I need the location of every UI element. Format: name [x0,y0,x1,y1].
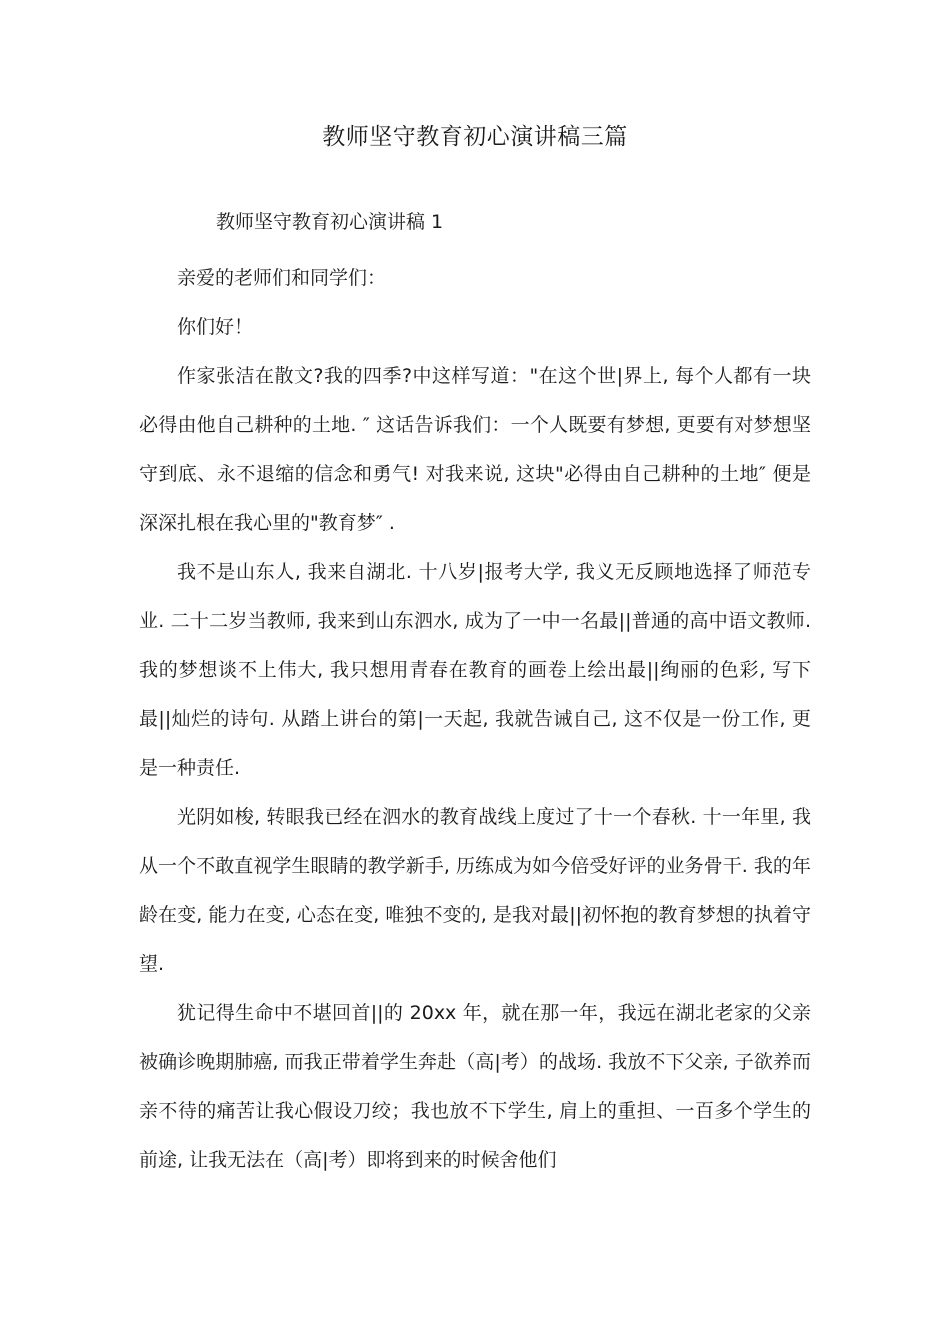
document-body [139,254,811,1185]
body-paragraph: 犹记得生命中不堪回首||的 20xx 年，就在那一年，我远在湖北老家的父亲被确诊晚期肺癌, 而我正带着学生奔赴（高|考）的战场. 我放不下父亲, 子欲养而亲不待的痛苦让我心假设刀绞；我也放不下学生, 肩上的重担、一百多个学生的前途, 让我无法在（高|考）即将到来的时候舍他们 [139,1002,811,1171]
body-paragraph: 作家张洁在散文?我的四季?中这样写道："在这个世|界上, 每个人都有一块必得由他自己耕种的土地. ″ 这话告诉我们：一个人既要有梦想, 更要有对梦想坚守到底、永不退缩的信念和勇气! 对我来说, 这块"必得由自己耕种的土地″ 便是深深扎根在我心里的"教育梦″ . [139,365,811,534]
speech-subtitle: 教师坚守教育初心演讲稿 1 [216,211,444,233]
greeting-paragraph: 你们好！ [177,316,254,338]
document-title: 教师坚守教育初心演讲稿三篇 [322,124,628,150]
salutation-paragraph: 亲爱的老师们和同学们： [177,267,387,289]
body-paragraph: 光阴如梭, 转眼我已经在泗水的教育战线上度过了十一个春秋. 十一年里, 我从一个不敢直视学生眼睛的教学新手, 历练成为如今倍受好评的业务骨干. 我的年龄在变, 能力在变, 心态在变, 唯独不变的, 是我对最||初怀抱的教育梦想的执着守望. [139,806,811,975]
body-paragraph: 我不是山东人, 我来自湖北. 十八岁|报考大学, 我义无反顾地选择了师范专业. 二十二岁当教师, 我来到山东泗水, 成为了一中一名最||普通的高中语文教师. 我的梦想谈不上伟大, 我只想用青春在教育的画卷上绘出最||绚丽的色彩, 写下最||灿烂的诗句. 从踏上讲台的第|一天起, 我就告诫自己, 这不仅是一份工作, 更是一种责任. [139,561,811,779]
